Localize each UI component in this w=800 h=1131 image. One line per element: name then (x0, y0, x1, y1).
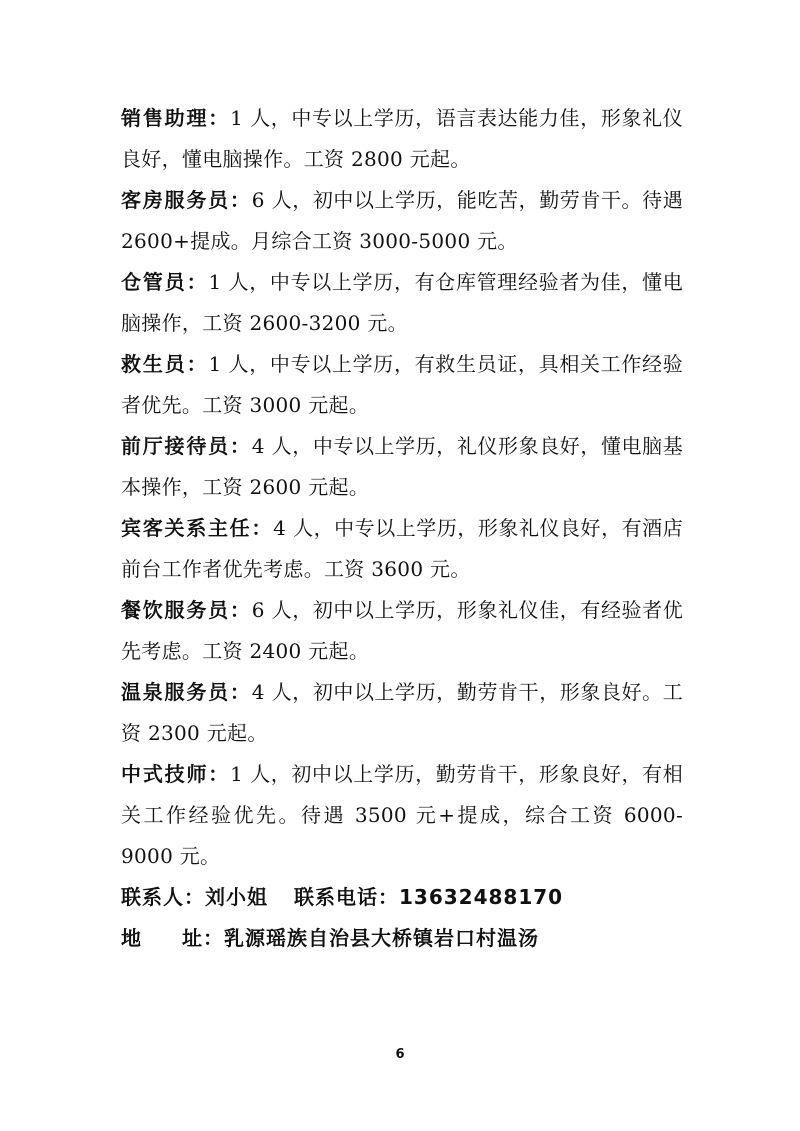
page-number: 6 (395, 1047, 405, 1062)
job-title: 温泉服务员： (121, 680, 252, 704)
job-entry-warehouse-keeper (121, 262, 683, 344)
job-title: 前厅接待员： (121, 434, 252, 458)
address-label-second: 址： (182, 926, 224, 950)
job-title: 销售助理： (121, 106, 231, 130)
job-description: 6 人，初中以上学历，能吃苦，勤劳肯干。待遇 2600+提成。月综合工资 3000-5000 元。 (121, 188, 683, 253)
contact-phone-label: 联系电话： (294, 885, 399, 909)
job-entry-front-desk-receptionist (121, 426, 683, 508)
contact-person-label: 联系人： (121, 885, 205, 909)
address-value: 乳源瑶族自治县大桥镇岩口村温汤 (224, 926, 539, 950)
job-description: 4 人，中专以上学历，礼仪形象良好，懂电脑基本操作，工资 2600 元起。 (121, 434, 683, 499)
address-label-first: 地 (121, 926, 142, 950)
job-title: 餐饮服务员： (121, 598, 252, 622)
contact-line (121, 877, 683, 918)
job-description: 1 人，中专以上学历，有仓库管理经验者为佳，懂电脑操作，工资 2600-3200 元。 (121, 270, 683, 335)
job-entry-room-attendant (121, 180, 683, 262)
job-entry-guest-relations-supervisor (121, 508, 683, 590)
job-entry-sales-assistant (121, 98, 683, 180)
job-title: 救生员： (121, 352, 209, 376)
job-description: 6 人，初中以上学历，形象礼仪佳，有经验者优先考虑。工资 2400 元起。 (121, 598, 683, 663)
job-title: 客房服务员： (121, 188, 252, 212)
job-entry-restaurant-server (121, 590, 683, 672)
job-entry-hot-spring-attendant (121, 672, 683, 754)
job-description: 1 人，初中以上学历，勤劳肯干，形象良好，有相关工作经验优先。待遇 3500 元+提成，综合工资 6000-9000 元。 (121, 762, 684, 868)
job-description: 1 人，中专以上学历，语言表达能力佳，形象礼仪良好，懂电脑操作。工资 2800 元起。 (121, 106, 684, 171)
job-description: 1 人，中专以上学历，有救生员证，具相关工作经验者优先。工资 3000 元起。 (121, 352, 683, 417)
job-description: 4 人，中专以上学历，形象礼仪良好，有酒店前台工作者优先考虑。工资 3600 元。 (121, 516, 684, 581)
address-line (121, 918, 683, 959)
contact-person: 刘小姐 (205, 885, 268, 909)
contact-phone: 13632488170 (399, 885, 564, 909)
job-title: 中式技师： (121, 762, 231, 786)
job-description: 4 人，初中以上学历，勤劳肯干，形象良好。工资 2300 元起。 (121, 680, 683, 745)
job-entry-lifeguard (121, 344, 683, 426)
job-title: 宾客关系主任： (121, 516, 274, 540)
job-entry-chinese-therapist (121, 754, 683, 877)
job-title: 仓管员： (121, 270, 209, 294)
job-list (121, 98, 683, 959)
